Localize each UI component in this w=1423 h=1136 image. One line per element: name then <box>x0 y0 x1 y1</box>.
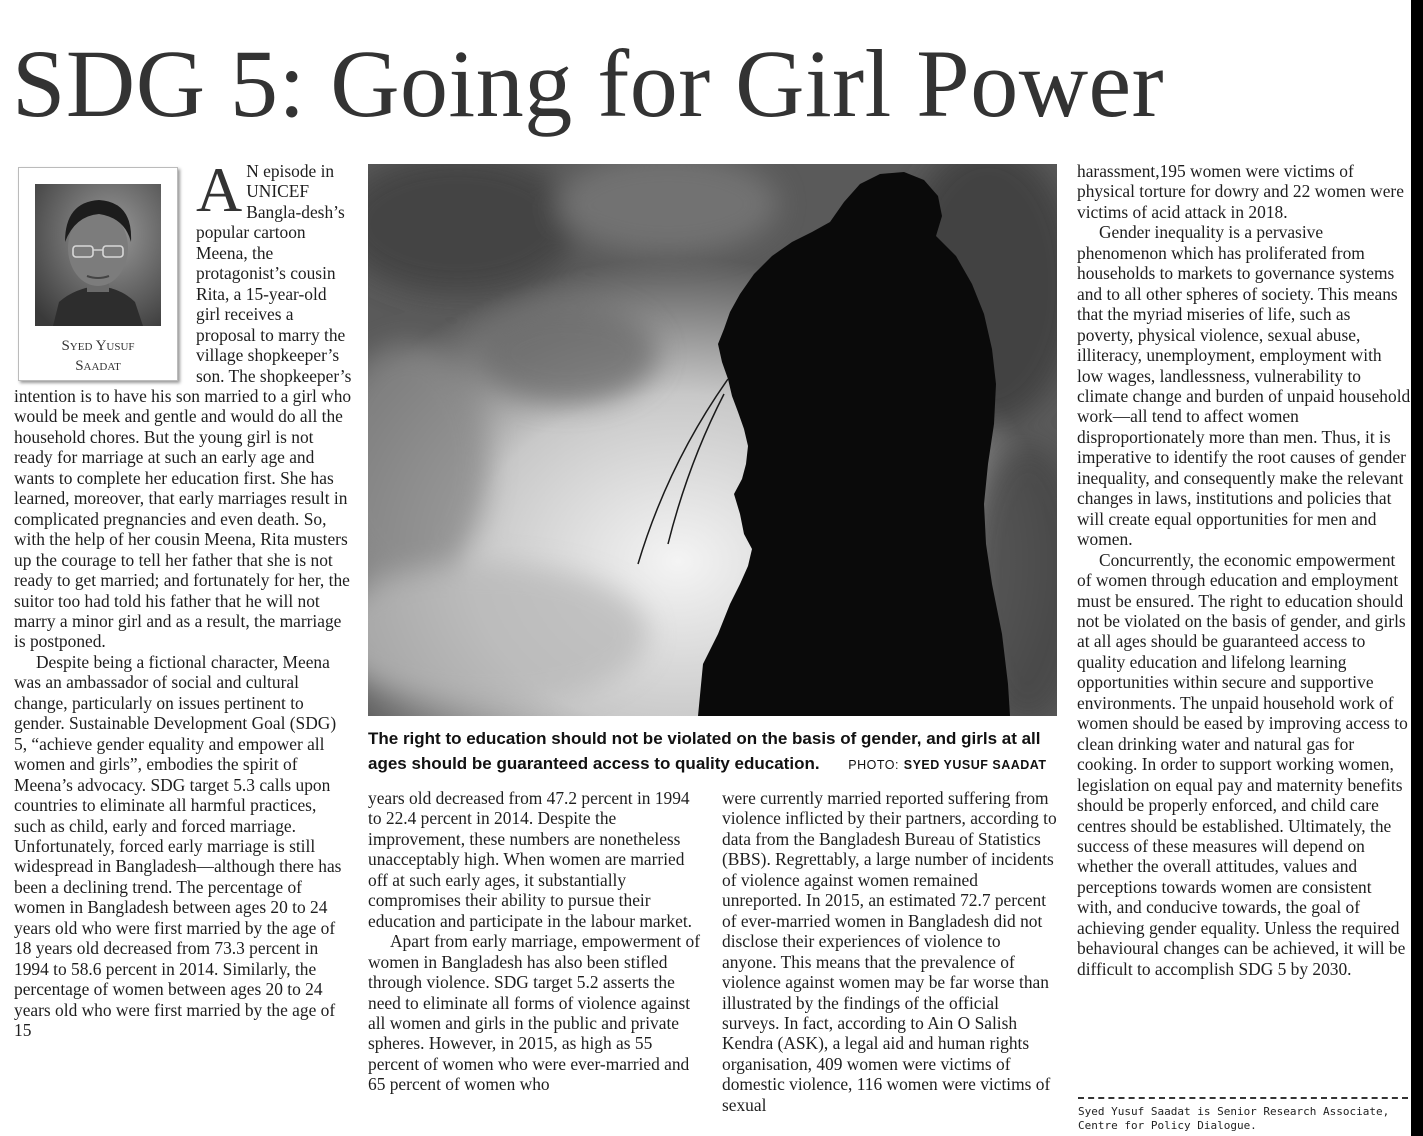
article-column-3 <box>368 788 704 1095</box>
photo-caption <box>368 726 1060 778</box>
author-name <box>19 336 177 376</box>
author-box <box>18 167 178 381</box>
photo-credit-label: PHOTO: <box>848 758 899 772</box>
caption-text: The right to education should not be violated on the basis of gender, and girls at all ages should be guaranteed access to quality education. <box>368 729 1041 773</box>
article-photo <box>368 164 1057 716</box>
paragraph: Gender inequality is a pervasive phenomenon which has proliferated from households to markets to governance systems and to all other spheres of society. This means that the myriad miseries of life, such as poverty, physical violence, sexual abuse, illiteracy, unemployment, employment with low wages, landlessness, vulnerability to climate change and burden of unpaid household work—all tend to affect women disproportionately more than men. Thus, it is imperative to identify the root causes of gender inequality, and consequently make the relevant changes in laws, institutions and policies that will create equal opportunities for men and women. <box>1077 222 1411 550</box>
author-name-line1: Syed Yusuf <box>61 338 135 354</box>
article-column-1 <box>14 154 352 1041</box>
author-name-line2: Saadat <box>75 358 121 374</box>
article-column-5 <box>1077 161 1411 979</box>
author-photo <box>35 184 161 326</box>
divider <box>1078 1097 1408 1099</box>
paragraph: were currently married reported suffering from violence inflicted by their partners, according to data from the Bangladesh Bureau of Statistics (BBS). Regrettably, a large number of incidents of violence against women remained unreported. In 2015, an estimated 72.7 percent of ever-married women in Bangladesh did not disclose their experiences of violence to anyone. This means that the prevalence of violence against women may be far worse than illustrated by the findings of the official surveys. In fact, according to Ain O Salish Kendra (ASK), a legal aid and human rights organisation, 409 women were victims of domestic violence, 116 women were victims of sexual <box>722 788 1057 1115</box>
paragraph: Concurrently, the economic empowerment of women through education and employment must be ensured. The right to education should not be violated on the basis of gender, and girls at all ages should be guaranteed access to quality education and lifelong learning opportunities within secure and supportive environments. The unpaid household work of women should be eased by improving access to clean drinking water and natural gas for cooking. In order to support working women, legislation on equal pay and maternity benefits should be properly enforced, and child care centres should be established. Ultimately, the success of these measures will depend on whether the overall attitudes, values and perceptions towards women are consistent with, and conducive towards, the goal of achieving gender equality. Unless the required behavioural changes can be achieved, it will be difficult to accomplish SDG 5 by 2030. <box>1077 549 1408 979</box>
paragraph: years old decreased from 47.2 percent in 1994 to 22.4 percent in 2014. Despite the improvement, these numbers are nonetheless unacceptably high. When women are married off at such early ages, it substantially compromises their ability to pursue their education and participate in the labour market. <box>368 788 693 931</box>
paragraph: Despite being a fictional character, Meena was an ambassador of social and cultural change, particularly on issues pertinent to gender. Sustainable Development Goal (SDG) 5, “achieve gender equality and empower all women and girls”, embodies the spirit of Meena’s advocacy. SDG target 5.3 calls upon countries to eliminate all harmful practices, such as child, early and forced marriage. Unfortunately, forced early marriage is still widespread in Bangladesh—although there has been a declining trend. The percentage of women in Bangladesh between ages 20 to 24 years old who were first married by the age of 18 years old decreased from 73.3 percent in 1994 to 58.6 percent in 2014. Similarly, the percentage of women between ages 20 to 24 years old who were first married by the age of 15 <box>14 651 342 1041</box>
headline: SDG 5: Going for Girl Power <box>12 30 1165 137</box>
author-bio: Syed Yusuf Saadat is Senior Research Associate, Centre for Policy Dialogue. <box>1078 1105 1390 1132</box>
photo-credit-name: SYED YUSUF SAADAT <box>903 758 1047 772</box>
article-column-4 <box>722 788 1058 1115</box>
paragraph: Apart from early marriage, empowerment of women in Bangladesh has also been stifled through violence. SDG target 5.2 asserts the need to eliminate all forms of violence against all women and girls in the public and private spheres. However, in 2015, as high as 55 percent of women who were ever-married and 65 percent of women who <box>368 931 700 1095</box>
page-edge-bar <box>1411 0 1423 1136</box>
paragraph-text: N episode in UNICEF Bangla-desh’s popular cartoon Meena, the protagonist’s cousin Rita, a 15-year-old girl receives a proposal to marry the village shopkeeper’s son. The shopkeeper’s intention is to have his son married to a girl who would be meek and gentle and would do all the household chores. But the young girl is not ready for marriage at such an early age and wants to complete her education first. She has learned, moreover, that early marriages result in complicated pregnancies and even death. So, with the help of her cousin Meena, Rita musters up the courage to tell her father that she is not ready to get married; and fortunately for her, the suitor too had told his father that he will not marry a minor girl and as a result, the marriage is postponed. <box>14 161 352 652</box>
drop-cap: A <box>196 154 243 225</box>
paragraph: harassment,195 women were victims of physical torture for dowry and 22 women were victims of acid attack in 2018. <box>1077 161 1404 222</box>
